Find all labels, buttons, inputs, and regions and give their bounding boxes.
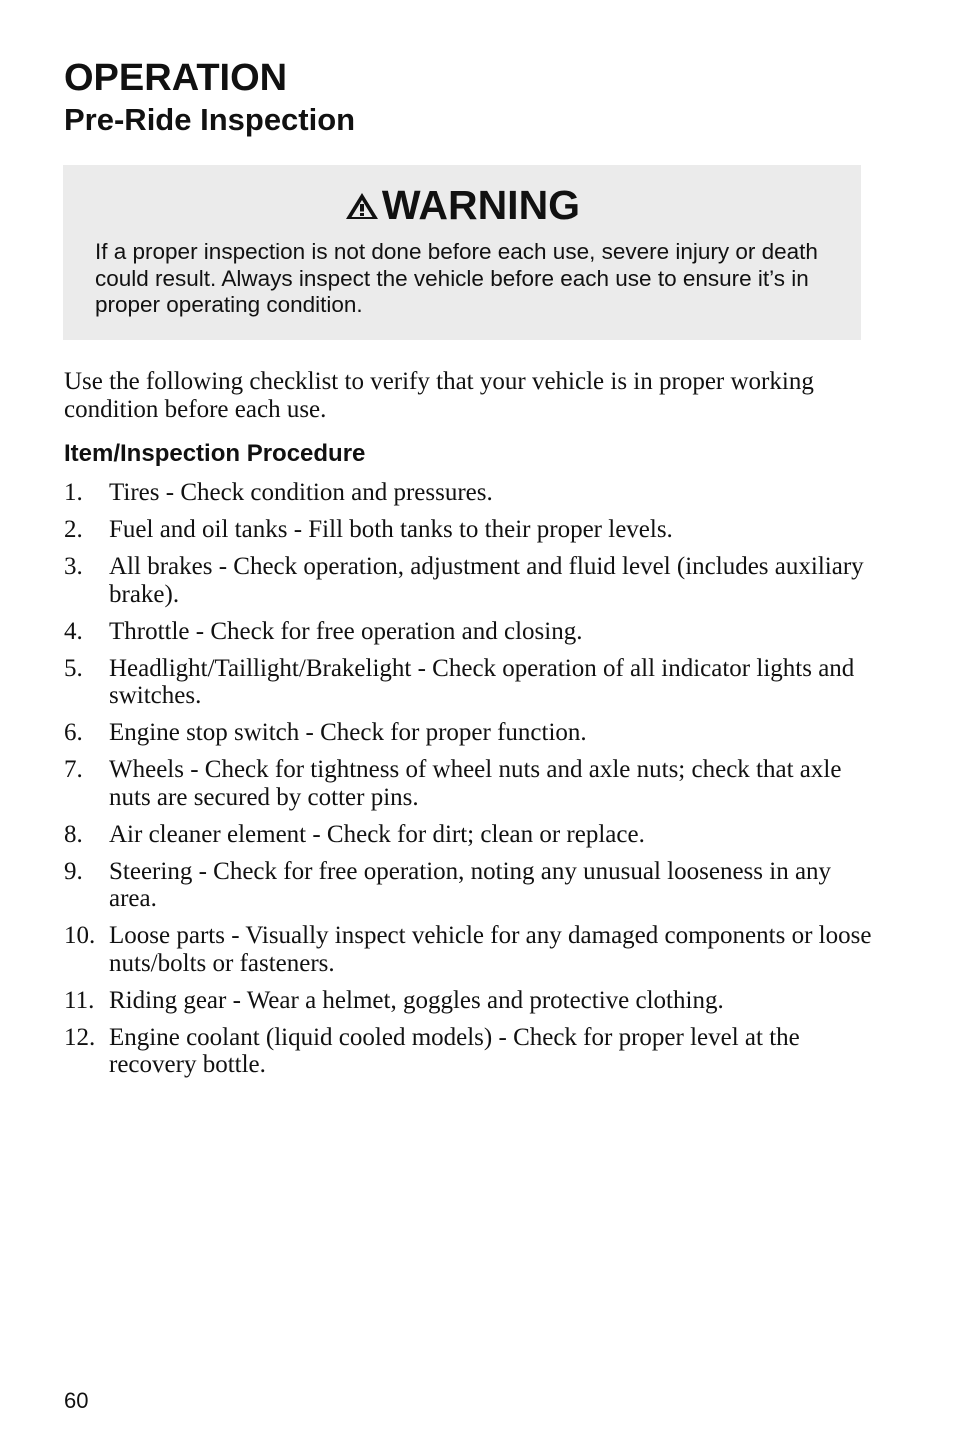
item-text: Fuel and oil tanks - Fill both tanks to their proper levels. bbox=[109, 516, 673, 543]
page-number: 60 bbox=[64, 1388, 89, 1413]
item-text: Wheels - Check for tightness of wheel nuts and axle nuts; check that axle nuts are secured by cotter pins. bbox=[109, 756, 842, 811]
list-item bbox=[64, 1024, 874, 1079]
item-number: 6. bbox=[64, 719, 83, 746]
section-title: OPERATION bbox=[64, 57, 288, 99]
item-text: Engine coolant (liquid cooled models) - Check for proper level at the recovery bottle. bbox=[109, 1023, 800, 1078]
inspection-checklist bbox=[64, 479, 874, 1088]
item-number: 3. bbox=[64, 553, 83, 580]
warning-box bbox=[63, 165, 861, 340]
item-text: All brakes - Check operation, adjustment and fluid level (includes auxiliary brake). bbox=[109, 553, 864, 608]
item-number: 12. bbox=[64, 1023, 96, 1051]
item-number: 8. bbox=[64, 820, 83, 848]
item-number: 4. bbox=[64, 617, 83, 645]
item-text: Loose parts - Visually inspect vehicle for any damaged components or loose nuts/bolts or fasteners. bbox=[109, 922, 872, 977]
page-title: Pre-Ride Inspection bbox=[64, 102, 356, 137]
list-item bbox=[64, 821, 874, 849]
warning-heading bbox=[63, 183, 861, 227]
item-number: 11. bbox=[64, 986, 95, 1014]
item-number: 7. bbox=[64, 756, 83, 783]
list-item bbox=[64, 858, 874, 913]
list-item bbox=[64, 719, 874, 747]
item-text: Air cleaner element - Check for dirt; clean or replace. bbox=[109, 820, 645, 848]
item-number: 10. bbox=[64, 922, 96, 949]
item-number: 9. bbox=[64, 857, 83, 885]
list-item bbox=[64, 756, 874, 811]
warning-text: If a proper inspection is not done before each use, severe injury or death could result. Always inspect the vehicle before each use to ensure it’s in proper operating condition. bbox=[95, 239, 818, 317]
item-text: Steering - Check for free operation, noting any unusual looseness in any area. bbox=[109, 857, 832, 912]
list-item bbox=[64, 987, 874, 1015]
checklist-heading: Item/Inspection Procedure bbox=[64, 440, 366, 467]
intro-paragraph: Use the following checklist to verify that your vehicle is in proper working condition before each use. bbox=[64, 368, 814, 423]
item-text: Tires - Check condition and pressures. bbox=[109, 479, 493, 506]
item-number: 2. bbox=[64, 516, 83, 543]
warning-triangle-icon bbox=[344, 191, 380, 221]
item-text: Throttle - Check for free operation and closing. bbox=[109, 617, 583, 645]
list-item bbox=[64, 553, 874, 608]
item-text: Engine stop switch - Check for proper function. bbox=[109, 719, 587, 746]
list-item bbox=[64, 655, 874, 710]
list-item bbox=[64, 516, 874, 544]
warning-title: WARNING bbox=[381, 182, 581, 228]
item-text: Riding gear - Wear a helmet, goggles and protective clothing. bbox=[109, 986, 724, 1014]
item-number: 1. bbox=[64, 479, 83, 506]
item-number: 5. bbox=[64, 654, 83, 682]
list-item bbox=[64, 479, 874, 507]
item-text: Headlight/Taillight/Brakelight - Check operation of all indicator lights and switches. bbox=[109, 654, 855, 709]
list-item bbox=[64, 618, 874, 646]
list-item bbox=[64, 922, 874, 977]
